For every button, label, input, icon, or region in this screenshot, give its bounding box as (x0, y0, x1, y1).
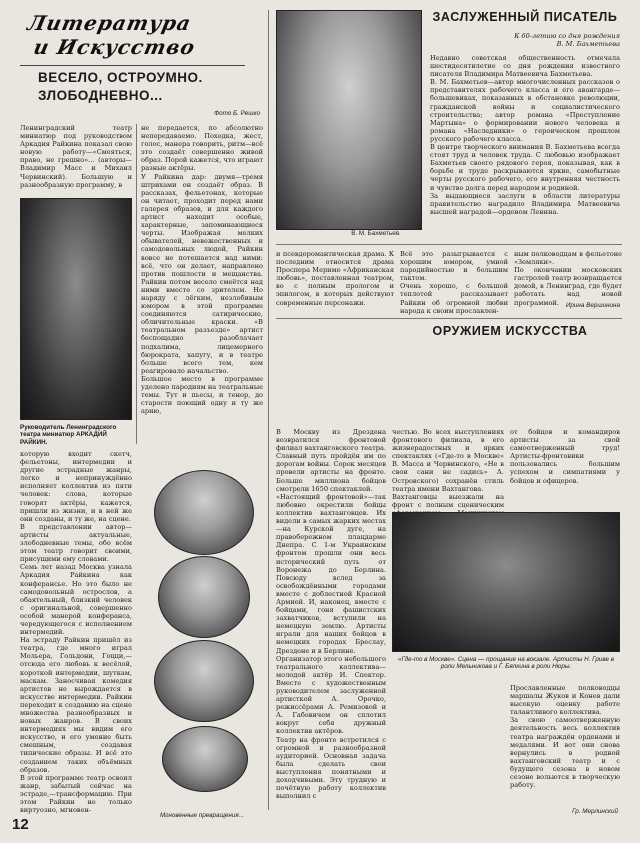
article2-body: Недавно советская общественность отмечала шестидесятилетие со дня рождения известного писателя Владимира Матвеевича Бахметьева. В. М. Бахметьев—автор многочисленных рассказов о представителях рабочего класса и его авангарде—большевиках, показанных в обстановке революции, гражданской войны и социалистического строительства; автор романа «Преступление Мартына» о формировании нового человека и романа «Наследники» о героическом прошлом русского рабочего класса. В центре творческого внимания В. Бахметьева всегда стоят труд и человек труда. С любовью изображает Бахметьев своего рядового героя, показывая, как в борьбе и труде раскрываются яркие, самобытные черты русского рабочего, его внутренняя честность и чувство долга перед народом и родиной. За выдающиеся заслуги в области литературы правительство наградило Владимира Матвеевича высшей наградой—орденом Ленина. (430, 54, 620, 216)
article1-col5-top: ным полководцам в фельетоне «Земляки». По окончании московских гастролей театр возвращается домой, в Ленинград, где будет работать над новой программой. (514, 250, 622, 307)
article3-title: ОРУЖИЕМ ИСКУССТВА (432, 324, 588, 338)
theatre-scene-caption: «Где-то в Москве». Сцена — прощание на вокзале. Артисты Н. Гриве в роли Мельникова и Г. Бялкина в роли Нюры. (397, 656, 615, 671)
photo-credit: Фото Б. Решко (214, 110, 260, 117)
section-rule (276, 318, 622, 319)
article1-col2-top: не передается, по абсолютно непередаваемо. Походка, жест, голос, манера говорить, ритм—всё это создаёт совершенно живой образ. Порой кажется, что играют разные актёры. У Райкина дар: двумя—тремя штрихами он создаёт образ. В рассказах, фельетонах, которые он читает, проходит перед нами галерея образов, и для каждого артист находит особые, характерные, запоминающиеся черты. Изображая мелких обывателей, невежественных и самодовольных людей, Райкин вовсе не потешается над ними: всё, что он делает, направлено против пошлости и мещанства. Райкин потом весело смеётся над ними вместе со зрителем. Но наряду с лёгким, незлобивым юмором в этой программе соединяются сатирические, обличительные краски. «В театральном разъезде» артист беспощадно разоблачает подхалима, лицемерного бюрократа, хапугу, и в театре больше всего тем, кем реагировало начальство. Большое место в программе уделено пародиям на театральные темы. Тут и пьесы, и тенор, до старости поющий одну и ту же арию, (141, 124, 263, 416)
section-title-line1: Литература (25, 11, 194, 35)
section-title-line2: и Искусство (31, 35, 198, 59)
article2-title: ЗАСЛУЖЕННЫЙ ПИСАТЕЛЬ (432, 10, 618, 24)
article1-col4-top: Всё это разыгрывается с хорошим юмором, умной пародийностью и большим тактом. Очень хорошо, с большой теплотой рассказывает Райкин об огромной любви народа к своим прославлен- (400, 250, 508, 315)
article1-col1-bottom: которую входит скетч, фельетоны, интермедии и другие эстрадные жанры, легко и непринуждённо исполняет коллектив из пяти человек: слова, которые говорят актёры, кажется, пришли из жизни, и в ней же они созданы, и ту же, на сцене. В представлении автор—артисты актуальные, злободневные темы, обо всём этом театр говорит своими, присущими ему словами. Семь лет назад Москва узнала Аркадия Райкина как конферансье. Но это было не самодовольный острослов, а обаятельный, близкий человек с оригинальной, совершенно особой манерой конферанса, чередующегося с исполнением интермедий. На эстраду Райкин пришёл из театра, где много играл Мольера, Гольдони, Гоцци,—отсюда его любовь к весёлой, короткой интермедии, шуткам, маскам. Заносчивая комедия артистов не вырождается в искусстве интермедии. Райкин переходит к созданию на сцене множества разнообразных и новых жанров. В своих интермедиях мы видим его искусство, и его умение быть смешным, создавая типические образы. И всё это созданием таких объёмных образов. В этой программе театр освоил жанр, забытый сейчас на эстраде,—трансформацию. При этом Райкин не только виртуозно, мгновен- (20, 450, 132, 815)
article1-title-line1: ВЕСЕЛО, ОСТРОУМНО. (38, 70, 203, 85)
transformation-montage (140, 470, 264, 810)
theatre-scene-photo (392, 512, 620, 652)
raikin-photo (20, 198, 132, 420)
article1-title-line2: ЗЛОБОДНЕВНО... (38, 88, 163, 103)
article3-col-a: В Москву из Дрездена возвратился фронтовой филиал вахтанговского театра. Славный путь пройдён им по дорогам войны. Сорок месяцев провели артисты на фронте. Больше миллиона бойцов смотрели 1650 спектаклей. «Настоящий фронтовой»—так любовно окрестили бойцы коллектив вахтанговцев. Их видели в самых жарких местах—на Курской дуге, на правобережном плацдарме Днепра. С 1-м Украинским фронтом прошли они весь исторический путь от Воронежа до Берлина. Повсюду вслед за освобождёнными городами вместе с доблестной Красной Армией. И, наконец, вместе с бойцами, гоня фашистских захватчиков, вступили на немецкую землю. Артисты играли для наших бойцов в немецких городах Бреслау, Дрездене и в Берлине. Организатор этого небольшого театрального коллектива—молодой актёр И. Спектор. Вместе с художественным руководителем заслуженной артисткой А. Орочко, режиссёрами А. Ремизовой и А. Габовичем он сплотил вокруг себя дружный коллектив актёров. Театр на фронте встретился с огромной и разнообразной аудиторией. Основная задача была сделать свои выступления понятными и доходчивыми. Эту трудную и почётную работу коллектив выполнил с (276, 428, 386, 801)
article3-signature: Гр. Мерлинский (572, 808, 618, 815)
raikin-face-photo (154, 640, 254, 722)
section-rule (276, 244, 622, 245)
article2-subtitle-line2: В. М. Бахметьева (556, 40, 620, 48)
article2-subtitle-line1: К 60-летию со дня рождения (514, 32, 620, 40)
article1-signature: Ирина Вершинина (565, 302, 620, 309)
raikin-photo-caption: Руководитель Ленинградского театра миниатюр АРКАДИЙ РАЙКИН. (20, 424, 117, 446)
montage-caption: Мгновенные превращения... (160, 812, 244, 819)
article3-col-c: от бойцов и командиров артисты за свой самоотверженный труд! Артисты-фронтовики пользовались большим успехом и симпатиями у бойцов и офицеров. (510, 428, 620, 485)
bakhmetev-photo-caption: В. М. Бахметьев. (351, 230, 401, 237)
article1-col1-top: Ленинградский театр миниатюр под руководством Аркадия Райкина показал свою новую работу—«Смеяться, право, не грешно»... (авторы—Владимир Масс и Михаил Червинский). Большую и разнообразную программу, в (20, 124, 132, 189)
article1-col3-top: и псевдоромантическая драма. К последним относится драма Проспера Мериме «Африканская любовь», поставленная театром, во с полным прологом и эпилогом, в которых действуют современные персонажи. (276, 250, 394, 307)
page-number: 12 (12, 816, 29, 833)
column-rule (136, 124, 137, 444)
section-underline (20, 65, 245, 66)
column-rule (268, 10, 269, 810)
raikin-face-photo (154, 470, 254, 555)
article3-col-b: честью. Во всех выступлениях фронтового филиала, в его жизнерадостных и ярких спектаклях («Где-то в Москве» В. Масса и Червинского, «Не в свои сани не садись» А. Островского) сохранён стиль театра имени Вахтангова. Вахтанговцы выезжали на фронт с полным сценическим (392, 428, 504, 509)
raikin-face-photo (162, 726, 248, 792)
raikin-face-photo (158, 556, 250, 638)
section-header (20, 8, 245, 68)
bakhmetev-photo (276, 10, 422, 230)
article3-col-d: Прославленные полководцы маршалы Жуков и Конев дали высокую оценку работе талантливого коллектива. За свою самоотверженную деятельность весь коллектив театра награждён орденами и медалями. И вот они снова вернулись в родной вахтанговский театр и с будущего сезона в новом сезоне вольются в творческую работу. (510, 684, 620, 790)
